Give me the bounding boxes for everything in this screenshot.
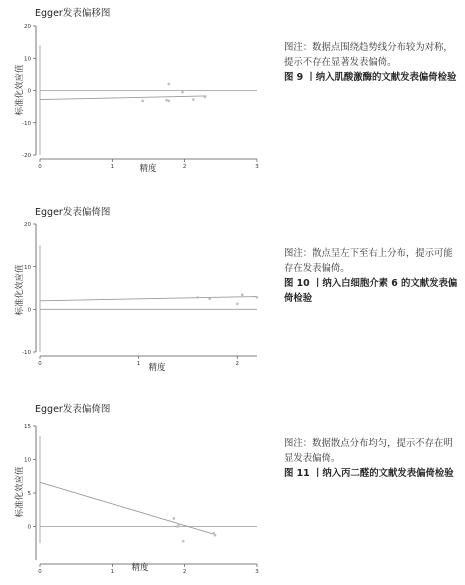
data-point [214,534,217,537]
data-point [141,100,144,103]
egger-chart-11 [0,398,270,583]
y-axis-label: 标准化效应值 [15,466,25,518]
x-tick-label: 2 [235,361,240,367]
data-point [181,91,184,94]
y-tick-label: 0 [27,524,31,531]
figure-10-label: 图 10 丨纳入白细胞介素 6 的文献发表偏倚检验 [284,278,458,304]
data-point [236,302,239,305]
data-point [204,96,207,99]
figure-9-label: 图 9 丨纳入肌酸激酶的文献发表偏倚检验 [284,72,457,83]
figure-9-caption [284,40,462,85]
regression-line [40,96,206,100]
x-tick-label: 1 [110,569,115,575]
y-tick-label: 10 [24,264,31,271]
data-point [241,294,244,297]
x-tick-label: 0 [38,164,42,170]
figure-11-panel [0,398,270,583]
y-tick-label: 15 [24,424,31,431]
y-tick-label: 10 [24,457,31,464]
x-tick-label: 1 [110,164,115,170]
egger-chart-9 [0,0,270,175]
y-axis-label: 标准化效应值 [15,64,25,116]
x-axis-label: 精度 [148,363,166,373]
figure-10-note: 图注：散点呈左下至右上分布，提示可能存在发表偏倚。 [284,248,453,274]
data-point [167,100,170,103]
y-tick-label: 0 [27,307,31,314]
x-axis-label: 精度 [139,164,157,174]
y-axis-label: 标准化效应值 [15,264,25,316]
x-tick-label: 0 [38,361,42,367]
chart-title: Egger发表偏倚图 [35,207,111,218]
data-point [176,525,179,528]
y-tick-label: -10 [22,120,31,127]
x-tick-label: 1 [136,361,141,367]
chart-title: Egger发表偏移图 [35,8,111,19]
figure-11-note: 图注：数据散点分布均匀，提示不存在明显发表偏倚。 [284,438,453,464]
data-point [167,83,170,86]
regression-line [40,297,257,301]
x-tick-label: 3 [255,569,259,575]
y-tick-label: 10 [24,56,31,63]
data-point [192,98,195,101]
figure-10-caption [284,246,462,306]
figure-9-note: 图注：数据点围绕趋势线分布较为对称，提示不存在显著发表偏倚。 [284,42,453,68]
x-tick-label: 2 [182,164,187,170]
x-tick-label: 3 [255,164,259,170]
data-point [256,296,259,299]
y-tick-label: 0 [27,88,31,95]
y-tick-label: 20 [24,222,31,229]
y-tick-label: -20 [22,153,31,160]
x-tick-label: 2 [182,569,187,575]
chart-title: Egger发表偏倚图 [35,404,111,415]
data-point [197,296,200,299]
figure-11-caption [284,436,462,481]
y-tick-label: 20 [24,24,31,31]
x-axis-label: 精度 [131,563,149,573]
figure-11-label: 图 11 丨纳入丙二醛的文献发表偏倚检验 [284,468,454,479]
figure-10-panel [0,200,270,375]
x-tick-label: 0 [38,569,42,575]
data-point [208,297,211,300]
y-tick-label: -10 [22,350,31,357]
figure-9-panel [0,0,270,175]
egger-chart-10 [0,200,270,375]
data-point [182,540,185,543]
data-point [173,517,176,520]
y-tick-label: 5 [27,491,31,498]
